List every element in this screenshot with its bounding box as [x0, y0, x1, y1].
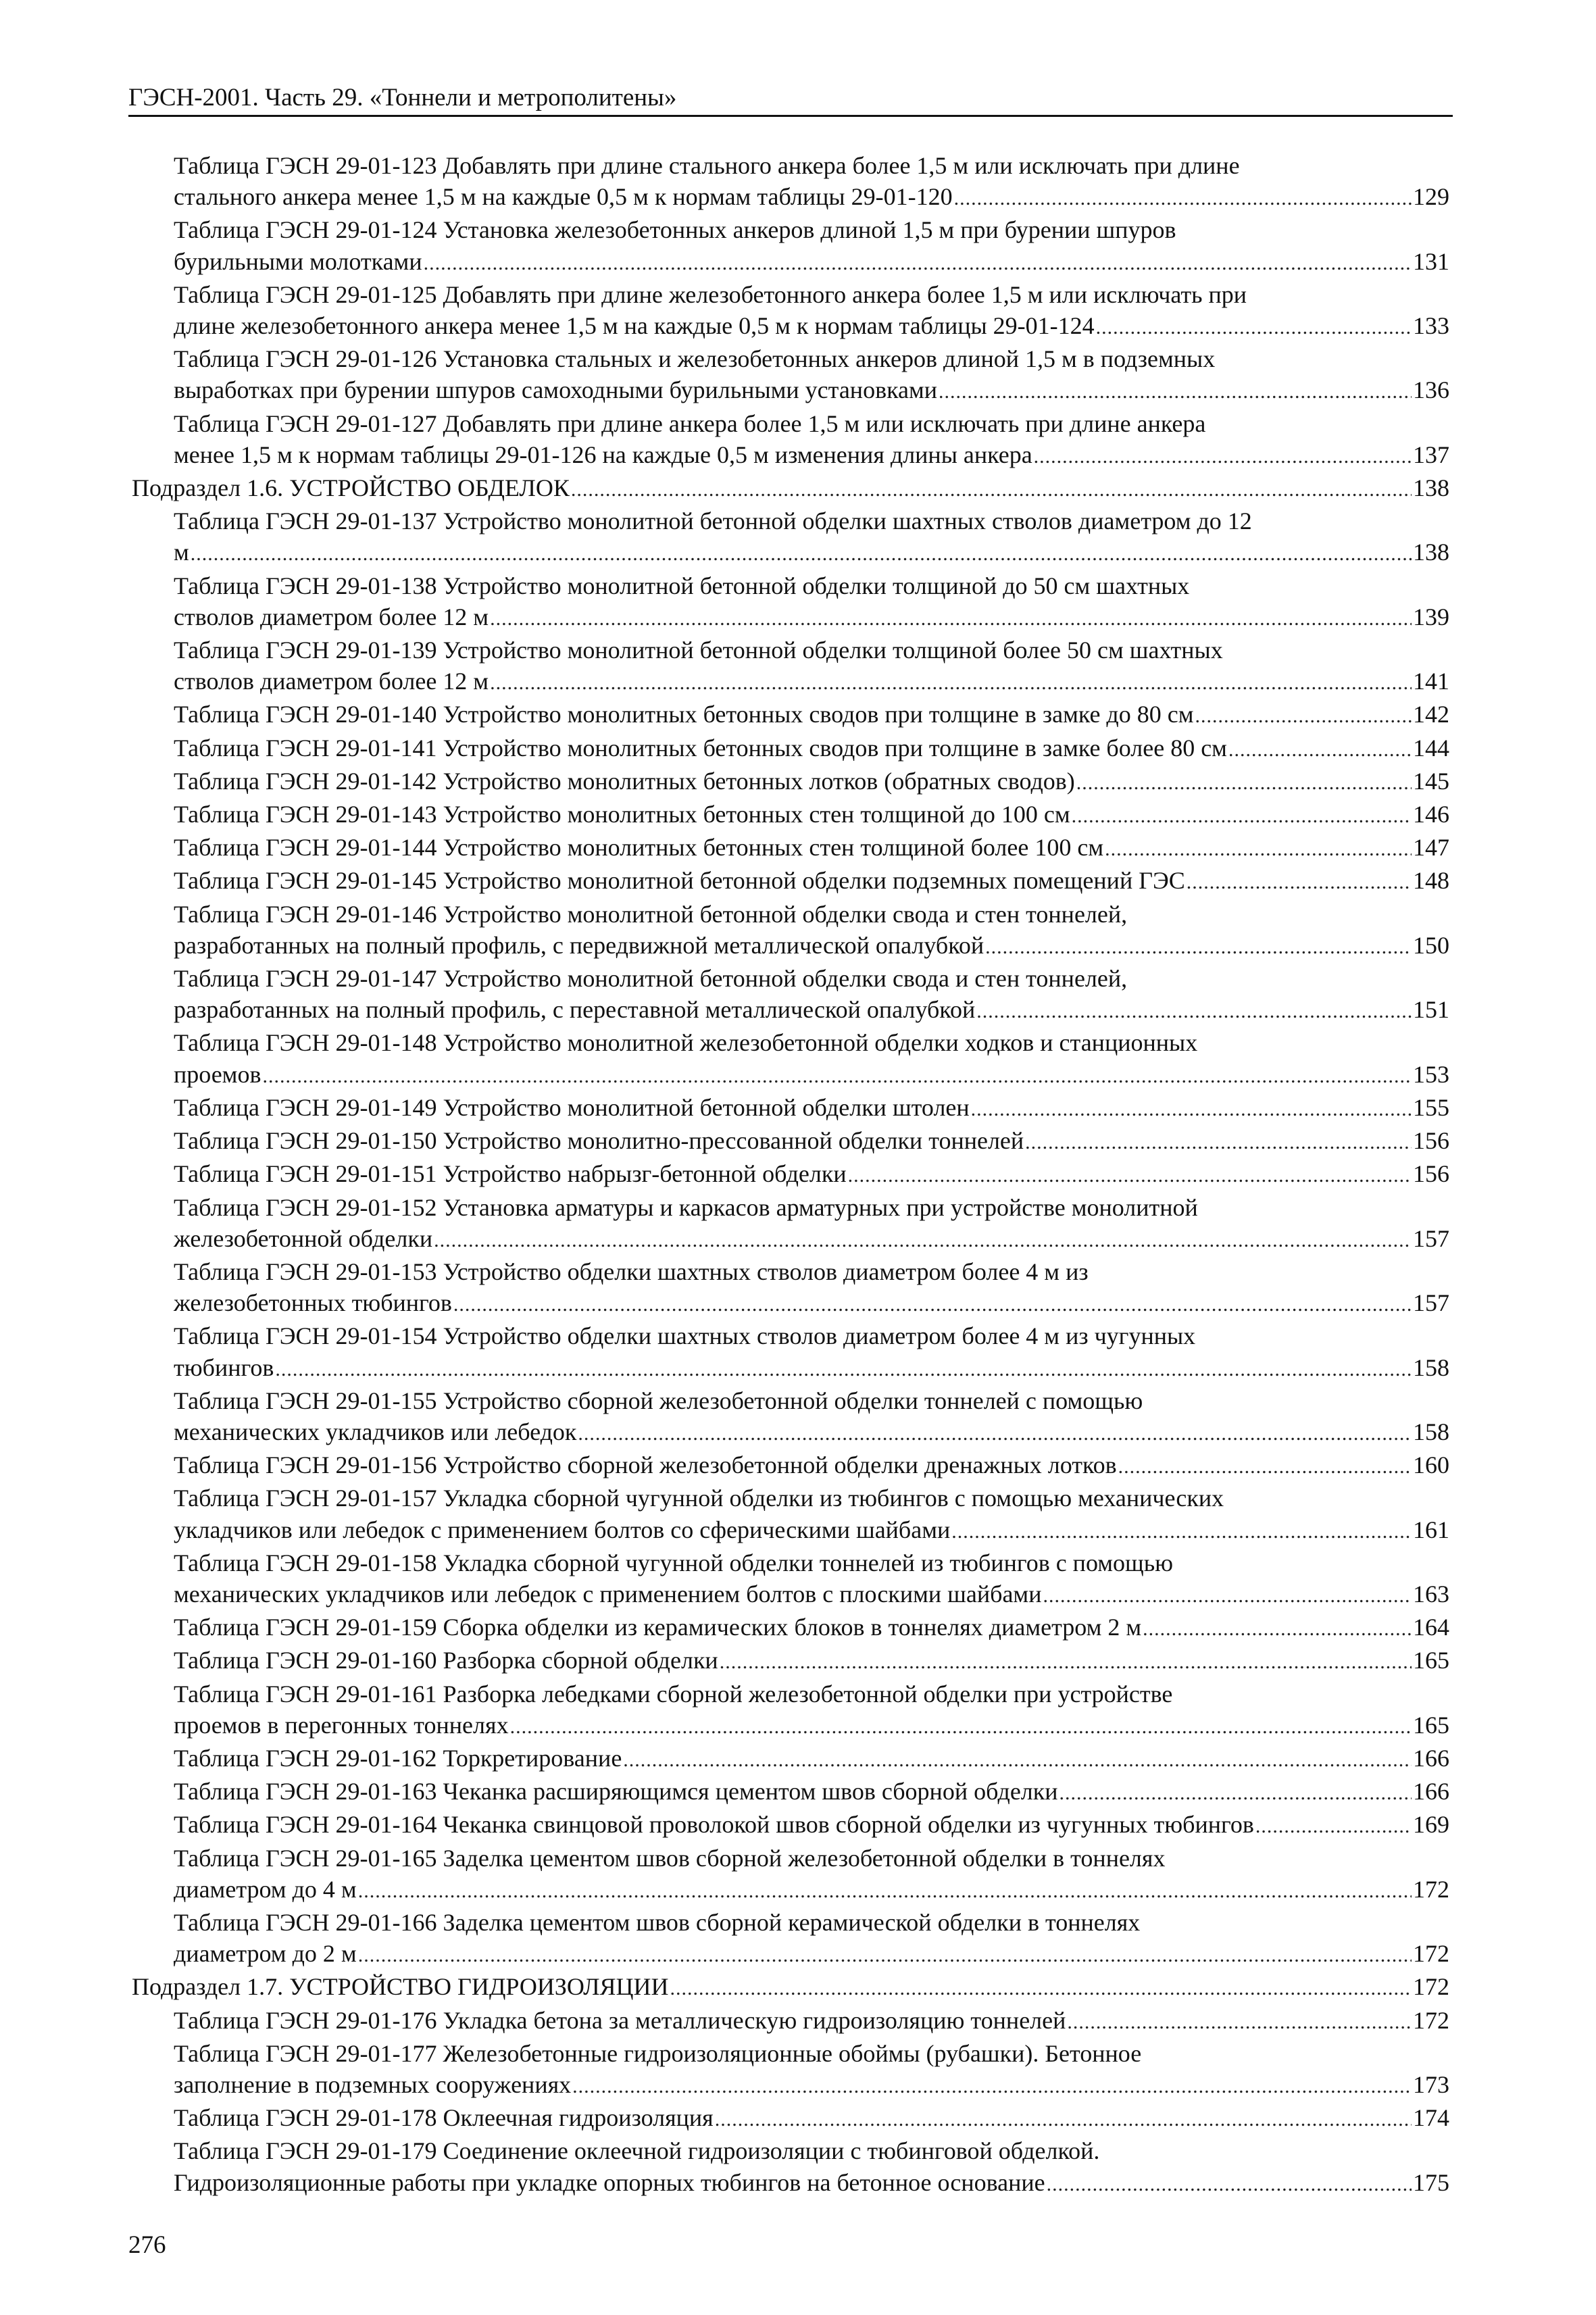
- toc-entry-text: стволов диаметром более 12 м: [174, 603, 489, 630]
- toc-entry-leader-line: [174, 1938, 1449, 1971]
- toc-entry-leader-line: [174, 732, 1449, 766]
- toc-entry-leader-line: [174, 2167, 1449, 2200]
- dot-leader: [358, 1940, 1412, 1971]
- toc-table-entry[interactable]: [132, 1645, 1449, 1678]
- toc-entry-leader-line: [174, 1514, 1449, 1547]
- running-header: ГЭСН-2001. Часть 29. «Тоннели и метрополитены»: [128, 84, 677, 111]
- toc-entry-leader-line: [174, 1710, 1449, 1743]
- toc-entry-first-line: Таблица ГЭСН 29-01-147 Устройство монолитной бетонной обделки свода и стен тоннелей,: [174, 965, 1128, 993]
- dot-leader: [720, 1647, 1412, 1678]
- toc-entry-page-number: 175: [1413, 2168, 1449, 2196]
- toc-table-entry[interactable]: [132, 343, 1449, 407]
- toc-entry-leader-line: [174, 1059, 1449, 1092]
- toc-entry-first-line: Таблица ГЭСН 29-01-139 Устройство монолитной бетонной обделки толщиной более 50 см шахтных: [174, 637, 1223, 664]
- toc-entry-text: бурильными молотками: [174, 247, 422, 275]
- toc-entry-text: Таблица ГЭСН 29-01-142 Устройство монолитных бетонных лотков (обратных сводов): [174, 767, 1075, 795]
- toc-table-entry[interactable]: [132, 1809, 1449, 1842]
- toc-entry-leader-line: [174, 1352, 1449, 1385]
- dot-leader: [490, 668, 1412, 699]
- dot-leader: [1072, 801, 1412, 832]
- toc-entry-leader-line: [174, 1158, 1449, 1191]
- dot-leader: [1105, 834, 1412, 865]
- toc-entry-page-number: 174: [1413, 2104, 1449, 2132]
- toc-table-entry[interactable]: [132, 1027, 1449, 1091]
- toc-entry-first-line: Таблица ГЭСН 29-01-161 Разборка лебедками сборной железобетонной обделки при устройстве: [174, 1680, 1173, 1708]
- toc-entry-first-line: Таблица ГЭСН 29-01-123 Добавлять при длине стального анкера более 1,5 м или исключать при длине: [174, 152, 1240, 179]
- toc-entry-leader-line: [174, 1449, 1449, 1483]
- toc-entry-first-line: Таблица ГЭСН 29-01-124 Установка железобетонных анкеров длиной 1,5 м при бурении шпуров: [174, 216, 1176, 244]
- toc-entry-leader-line: [174, 2069, 1449, 2102]
- toc-entry-leader-line: [174, 1809, 1449, 1842]
- dot-leader: [1076, 768, 1412, 799]
- toc-table-entry[interactable]: [132, 1320, 1449, 1385]
- toc-subsection-entry[interactable]: [132, 472, 1449, 505]
- toc-entry-leader-line: [174, 799, 1449, 832]
- toc-entry-page-number: 172: [1413, 2006, 1449, 2034]
- toc-entry-page-number: 173: [1413, 2070, 1449, 2098]
- toc-entry-first-line: Таблица ГЭСН 29-01-177 Железобетонные гидроизоляционные обоймы (рубашки). Бетонное: [174, 2039, 1142, 2067]
- toc-entry-text: Таблица ГЭСН 29-01-160 Разборка сборной обделки: [174, 1647, 718, 1674]
- toc-entry-first-line: Таблица ГЭСН 29-01-137 Устройство монолитной бетонной обделки шахтных стволов диаметром до 12: [174, 507, 1252, 535]
- toc-entry-leader-line: [174, 1874, 1449, 1907]
- dot-leader: [985, 932, 1412, 963]
- dot-leader: [358, 1876, 1412, 1907]
- toc-entry-text: выработках при бурении шпуров самоходными бурильными установками: [174, 376, 938, 404]
- toc-entry-leader-line: [132, 1971, 1449, 2004]
- toc-table-entry[interactable]: [132, 1125, 1449, 1158]
- toc-entry-text: Таблица ГЭСН 29-01-176 Укладка бетона за металлическую гидроизоляцию тоннелей: [174, 2006, 1066, 2034]
- toc-entry-page-number: 169: [1413, 1811, 1449, 1839]
- toc-table-entry[interactable]: [132, 2038, 1449, 2102]
- dot-leader: [954, 183, 1412, 214]
- dot-leader: [453, 1289, 1412, 1320]
- toc-entry-text: укладчиков или лебедок с применением болтов со сферическими шайбами: [174, 1516, 951, 1543]
- toc-entry-first-line: Таблица ГЭСН 29-01-126 Установка стальных и железобетонных анкеров длиной 1,5 м в подземных: [174, 345, 1216, 373]
- toc-entry-page-number: 148: [1413, 867, 1449, 895]
- dot-leader: [939, 376, 1412, 407]
- toc-entry-leader-line: [174, 930, 1449, 963]
- toc-entry-text: диаметром до 4 м: [174, 1875, 357, 1903]
- toc-entry-leader-line: [174, 1743, 1449, 1776]
- toc-entry-leader-line: [174, 1125, 1449, 1158]
- toc-entry-leader-line: [174, 766, 1449, 799]
- toc-table-entry[interactable]: [132, 1449, 1449, 1483]
- toc-entry-text: разработанных на полный профиль, с переставной металлической опалубкой: [174, 996, 976, 1024]
- toc-entry-first-line: Таблица ГЭСН 29-01-166 Заделка цементом швов сборной керамической обделки в тоннелях: [174, 1908, 1141, 1936]
- dot-leader: [1034, 441, 1412, 472]
- toc-table-entry[interactable]: [132, 899, 1449, 963]
- toc-entry-text: заполнение в подземных сооружениях: [174, 2070, 572, 2098]
- toc-entry-page-number: 158: [1413, 1353, 1449, 1381]
- toc-entry-leader-line: [174, 1287, 1449, 1320]
- toc-entry-text: Таблица ГЭСН 29-01-162 Торкретирование: [174, 1744, 622, 1772]
- dot-leader: [1059, 1778, 1412, 1809]
- toc-entry-page-number: 160: [1413, 1451, 1449, 1479]
- toc-entry-page-number: 165: [1413, 1647, 1449, 1674]
- dot-leader: [191, 539, 1412, 570]
- toc-table-entry[interactable]: [132, 699, 1449, 732]
- toc-entry-leader-line: [174, 310, 1449, 343]
- toc-entry-page-number: 158: [1413, 1418, 1449, 1445]
- toc-entry-page-number: 166: [1413, 1744, 1449, 1772]
- toc-entry-leader-line: [174, 1612, 1449, 1645]
- dot-leader: [434, 1225, 1412, 1256]
- toc-entry-page-number: 161: [1413, 1516, 1449, 1543]
- dot-leader: [572, 2071, 1412, 2102]
- toc-entry-page-number: 172: [1413, 1940, 1449, 1968]
- toc-table-entry[interactable]: [132, 214, 1449, 278]
- toc-entry-page-number: 138: [1413, 474, 1449, 502]
- toc-entry-text: диаметром до 2 м: [174, 1940, 357, 1968]
- header-rule: [128, 115, 1453, 117]
- toc-entry-text: Таблица ГЭСН 29-01-159 Сборка обделки из керамических блоков в тоннелях диаметром 2 м: [174, 1614, 1142, 1641]
- toc-table-entry[interactable]: [132, 963, 1449, 1027]
- toc-entry-leader-line: [174, 994, 1449, 1027]
- toc-entry-text: проемов в перегонных тоннелях: [174, 1711, 509, 1739]
- dot-leader: [623, 1745, 1412, 1776]
- toc-entry-page-number: 131: [1413, 247, 1449, 275]
- toc-table-entry[interactable]: [132, 832, 1449, 865]
- toc-table-entry[interactable]: [132, 766, 1449, 799]
- toc-entry-page-number: 157: [1413, 1289, 1449, 1317]
- toc-entry-leader-line: [174, 832, 1449, 865]
- toc-entry-text: механических укладчиков или лебедок: [174, 1418, 577, 1445]
- toc-table-entry[interactable]: [132, 1256, 1449, 1320]
- toc-table-entry[interactable]: [132, 1158, 1449, 1191]
- toc-entry-leader-line: [174, 374, 1449, 407]
- toc-entry-page-number: 166: [1413, 1778, 1449, 1806]
- dot-leader: [424, 248, 1412, 279]
- toc-entry-page-number: 165: [1413, 1711, 1449, 1739]
- toc-entry-leader-line: [174, 1645, 1449, 1678]
- toc-entry-text: стального анкера менее 1,5 м на каждые 0,5 м к нормам таблицы 29-01-120: [174, 183, 953, 211]
- toc-entry-leader-line: [174, 1578, 1449, 1612]
- toc-entry-page-number: 172: [1413, 1973, 1449, 2001]
- toc-table-entry[interactable]: [132, 279, 1449, 343]
- toc-entry-page-number: 144: [1413, 734, 1449, 762]
- dot-leader: [262, 1061, 1412, 1092]
- toc-entry-page-number: 153: [1413, 1060, 1449, 1088]
- toc-entry-text: Гидроизоляционные работы при укладке опорных тюбингов на бетонное основание: [174, 2168, 1045, 2196]
- toc-entry-page-number: 136: [1413, 376, 1449, 404]
- toc-entry-page-number: 133: [1413, 312, 1449, 340]
- toc-entry-page-number: 138: [1413, 539, 1449, 566]
- dot-leader: [715, 2104, 1412, 2135]
- dot-leader: [976, 996, 1412, 1027]
- toc-entry-text: железобетонных тюбингов: [174, 1289, 452, 1317]
- toc-entry-text: тюбингов: [174, 1353, 274, 1381]
- dot-leader: [670, 1973, 1412, 2004]
- toc-entry-text: Таблица ГЭСН 29-01-156 Устройство сборной железобетонной обделки дренажных лотков: [174, 1451, 1117, 1479]
- toc-table-entry[interactable]: [132, 2102, 1449, 2135]
- dot-leader: [848, 1160, 1412, 1191]
- toc-table-entry[interactable]: [132, 1092, 1449, 1125]
- toc-entry-text: Таблица ГЭСН 29-01-143 Устройство монолитных бетонных стен толщиной до 100 см: [174, 801, 1070, 828]
- toc-entry-text: менее 1,5 м к нормам таблицы 29-01-126 на каждые 0,5 м изменения длины анкера: [174, 441, 1032, 468]
- toc-entry-leader-line: [174, 537, 1449, 570]
- toc-entry-page-number: 141: [1413, 668, 1449, 695]
- toc-entry-leader-line: [174, 666, 1449, 699]
- toc-entry-page-number: 156: [1413, 1160, 1449, 1188]
- toc-entry-first-line: Таблица ГЭСН 29-01-148 Устройство монолитной железобетонной обделки ходков и станционных: [174, 1029, 1198, 1057]
- toc-entry-text: проемов: [174, 1060, 261, 1088]
- dot-leader: [1118, 1451, 1412, 1483]
- toc-entry-text: стволов диаметром более 12 м: [174, 668, 489, 695]
- toc-entry-page-number: 150: [1413, 931, 1449, 959]
- page-number: 276: [128, 2231, 166, 2259]
- toc-table-entry[interactable]: [132, 1743, 1449, 1776]
- dot-leader: [1228, 735, 1412, 766]
- toc-entry-text: железобетонной обделки: [174, 1224, 433, 1252]
- toc-entry-text: Таблица ГЭСН 29-01-141 Устройство монолитных бетонных сводов при толщине в замке более 80 см: [174, 734, 1227, 762]
- toc-entry-page-number: 129: [1413, 183, 1449, 211]
- toc-entry-text: Таблица ГЭСН 29-01-149 Устройство монолитной бетонной обделки штолен: [174, 1093, 970, 1121]
- table-of-contents: [132, 150, 1449, 2200]
- toc-entry-text: Таблица ГЭСН 29-01-145 Устройство монолитной бетонной обделки подземных помещений ГЭС: [174, 867, 1185, 895]
- toc-table-entry[interactable]: [132, 1776, 1449, 1809]
- toc-entry-page-number: 147: [1413, 834, 1449, 862]
- toc-entry-text: Таблица ГЭСН 29-01-151 Устройство набрызг-бетонной обделки: [174, 1160, 847, 1188]
- toc-entry-text: Таблица ГЭСН 29-01-178 Оклеечная гидроизоляция: [174, 2104, 714, 2132]
- toc-entry-first-line: Таблица ГЭСН 29-01-127 Добавлять при длине анкера более 1,5 м или исключать при длине анкера: [174, 409, 1206, 437]
- dot-leader: [275, 1354, 1412, 1385]
- toc-entry-leader-line: [174, 439, 1449, 472]
- toc-entry-text: механических укладчиков или лебедок с применением болтов с плоскими шайбами: [174, 1580, 1042, 1608]
- toc-entry-first-line: Таблица ГЭСН 29-01-158 Укладка сборной чугунной обделки тоннелей из тюбингов с помощью: [174, 1549, 1174, 1576]
- toc-entry-first-line: Таблица ГЭСН 29-01-138 Устройство монолитной бетонной обделки толщиной до 50 см шахтных: [174, 572, 1190, 599]
- toc-table-entry[interactable]: [132, 1483, 1449, 1547]
- toc-table-entry[interactable]: [132, 1547, 1449, 1612]
- toc-entry-first-line: Таблица ГЭСН 29-01-125 Добавлять при длине железобетонного анкера более 1,5 м или исключать при: [174, 280, 1247, 308]
- toc-entry-text: разработанных на полный профиль, с передвижной металлической опалубкой: [174, 931, 984, 959]
- toc-entry-leader-line: [174, 601, 1449, 634]
- toc-table-entry[interactable]: [132, 799, 1449, 832]
- toc-entry-first-line: Таблица ГЭСН 29-01-146 Устройство монолитной бетонной обделки свода и стен тоннелей,: [174, 900, 1128, 928]
- toc-entry-leader-line: [174, 1776, 1449, 1809]
- dot-leader: [1195, 701, 1412, 732]
- toc-entry-first-line: Таблица ГЭСН 29-01-153 Устройство обделки шахтных стволов диаметром более 4 м из: [174, 1258, 1089, 1285]
- toc-table-entry[interactable]: [132, 1678, 1449, 1743]
- dot-leader: [510, 1712, 1412, 1743]
- toc-table-entry[interactable]: [132, 1843, 1449, 1907]
- toc-entry-leader-line: [174, 2102, 1449, 2135]
- dot-leader: [578, 1418, 1412, 1449]
- toc-table-entry[interactable]: [132, 732, 1449, 766]
- dot-leader: [1047, 2169, 1412, 2200]
- toc-entry-page-number: 157: [1413, 1224, 1449, 1252]
- toc-entry-page-number: 146: [1413, 801, 1449, 828]
- toc-table-entry[interactable]: [132, 2005, 1449, 2038]
- dot-leader: [571, 474, 1412, 505]
- toc-entry-first-line: Таблица ГЭСН 29-01-157 Укладка сборной чугунной обделки из тюбингов с помощью механических: [174, 1485, 1224, 1512]
- toc-entry-first-line: Таблица ГЭСН 29-01-179 Соединение оклеечной гидроизоляции с тюбинговой обделкой.: [174, 2137, 1100, 2165]
- dot-leader: [1025, 1127, 1412, 1158]
- toc-entry-leader-line: [174, 181, 1449, 214]
- toc-entry-page-number: 164: [1413, 1614, 1449, 1641]
- toc-entry-leader-line: [132, 472, 1449, 505]
- dot-leader: [951, 1516, 1412, 1547]
- dot-leader: [1143, 1614, 1412, 1645]
- toc-entry-text: Таблица ГЭСН 29-01-164 Чеканка свинцовой проволокой швов сборной обделки из чугунных тюбингов: [174, 1811, 1254, 1839]
- toc-entry-leader-line: [174, 2005, 1449, 2038]
- toc-entry-text: Таблица ГЭСН 29-01-163 Чеканка расширяющимся цементом швов сборной обделки: [174, 1778, 1058, 1806]
- toc-table-entry[interactable]: [132, 1612, 1449, 1645]
- toc-entry-leader-line: [174, 246, 1449, 279]
- toc-entry-page-number: 142: [1413, 701, 1449, 728]
- toc-entry-page-number: 151: [1413, 996, 1449, 1024]
- toc-entry-text: Подраздел 1.6. УСТРОЙСТВО ОБДЕЛОК: [132, 474, 570, 502]
- toc-entry-first-line: Таблица ГЭСН 29-01-165 Заделка цементом швов сборной железобетонной обделки в тоннелях: [174, 1844, 1166, 1872]
- toc-entry-text: Подраздел 1.7. УСТРОЙСТВО ГИДРОИЗОЛЯЦИИ: [132, 1973, 669, 2001]
- toc-entry-text: Таблица ГЭСН 29-01-140 Устройство монолитных бетонных сводов при толщине в замке до 80 см: [174, 701, 1194, 728]
- toc-entry-text: м: [174, 539, 189, 566]
- dot-leader: [1067, 2007, 1412, 2038]
- toc-entry-page-number: 155: [1413, 1093, 1449, 1121]
- toc-table-entry[interactable]: [132, 865, 1449, 898]
- toc-entry-page-number: 156: [1413, 1127, 1449, 1155]
- dot-leader: [490, 603, 1412, 634]
- toc-entry-page-number: 172: [1413, 1875, 1449, 1903]
- toc-table-entry[interactable]: [132, 1907, 1449, 1971]
- dot-leader: [1043, 1580, 1412, 1612]
- toc-table-entry[interactable]: [132, 1385, 1449, 1449]
- toc-subsection-entry[interactable]: [132, 1971, 1449, 2004]
- toc-entry-page-number: 137: [1413, 441, 1449, 468]
- toc-entry-text: длине железобетонного анкера менее 1,5 м на каждые 0,5 м к нормам таблицы 29-01-124: [174, 312, 1095, 340]
- toc-entry-text: Таблица ГЭСН 29-01-150 Устройство монолитно-прессованной обделки тоннелей: [174, 1127, 1024, 1155]
- dot-leader: [1096, 312, 1412, 343]
- dot-leader: [1255, 1811, 1412, 1842]
- toc-table-entry[interactable]: [132, 408, 1449, 472]
- toc-table-entry[interactable]: [132, 570, 1449, 634]
- toc-entry-leader-line: [174, 1223, 1449, 1256]
- toc-entry-leader-line: [174, 1416, 1449, 1449]
- toc-entry-page-number: 145: [1413, 767, 1449, 795]
- toc-table-entry[interactable]: [132, 505, 1449, 570]
- dot-leader: [971, 1094, 1412, 1125]
- toc-entry-leader-line: [174, 865, 1449, 898]
- dot-leader: [1187, 867, 1412, 898]
- toc-table-entry[interactable]: [132, 634, 1449, 699]
- toc-entry-first-line: Таблица ГЭСН 29-01-155 Устройство сборной железобетонной обделки тоннелей с помощью: [174, 1387, 1143, 1414]
- toc-entry-text: Таблица ГЭСН 29-01-144 Устройство монолитных бетонных стен толщиной более 100 см: [174, 834, 1104, 862]
- toc-entry-leader-line: [174, 1092, 1449, 1125]
- toc-entry-first-line: Таблица ГЭСН 29-01-152 Установка арматуры и каркасов арматурных при устройстве монолитной: [174, 1193, 1198, 1221]
- toc-entry-page-number: 163: [1413, 1580, 1449, 1608]
- toc-entry-leader-line: [174, 699, 1449, 732]
- toc-entry-first-line: Таблица ГЭСН 29-01-154 Устройство обделки шахтных стволов диаметром более 4 м из чугунных: [174, 1322, 1196, 1350]
- toc-table-entry[interactable]: [132, 2135, 1449, 2199]
- toc-table-entry[interactable]: [132, 1192, 1449, 1256]
- toc-table-entry[interactable]: [132, 150, 1449, 214]
- toc-entry-page-number: 139: [1413, 603, 1449, 630]
